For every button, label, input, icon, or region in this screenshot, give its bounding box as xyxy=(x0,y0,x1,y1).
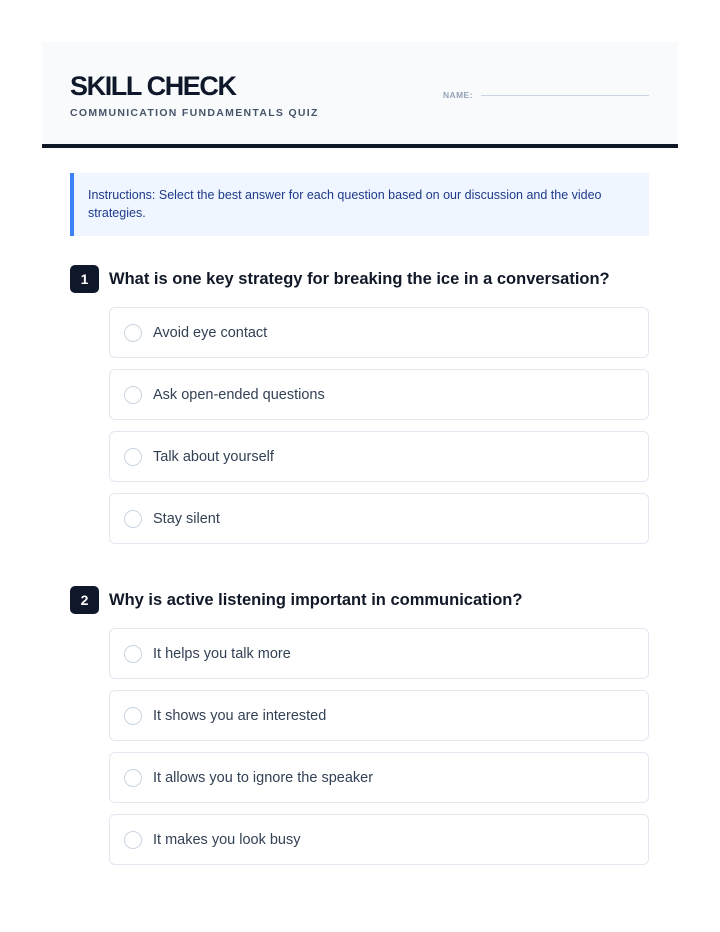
radio-button[interactable] xyxy=(124,510,142,528)
question-text: Why is active listening important in communication? xyxy=(109,590,523,609)
page-title: SKILL CHECK xyxy=(70,71,236,101)
answer-label: It helps you talk more xyxy=(153,645,291,662)
answer-option[interactable] xyxy=(109,752,649,803)
question-header xyxy=(70,586,649,614)
question-text: What is one key strategy for breaking the ice in a conversation? xyxy=(109,269,610,288)
answer-option[interactable] xyxy=(109,307,649,358)
radio-button[interactable] xyxy=(124,831,142,849)
radio-button[interactable] xyxy=(124,324,142,342)
question-1 xyxy=(70,265,649,555)
question-2 xyxy=(70,586,649,876)
name-label: NAME: xyxy=(443,90,473,100)
question-number-badge: 1 xyxy=(70,265,99,293)
page-subtitle: COMMUNICATION FUNDAMENTALS QUIZ xyxy=(70,107,319,119)
radio-button[interactable] xyxy=(124,645,142,663)
answer-label: Stay silent xyxy=(153,510,220,527)
answer-option[interactable] xyxy=(109,690,649,741)
name-field[interactable] xyxy=(443,90,649,100)
answer-label: Avoid eye contact xyxy=(153,324,268,341)
question-header xyxy=(70,265,649,293)
answer-label: It makes you look busy xyxy=(153,831,301,848)
answer-label: Ask open-ended questions xyxy=(153,386,325,403)
radio-button[interactable] xyxy=(124,769,142,787)
answer-label: It allows you to ignore the speaker xyxy=(153,769,374,786)
answer-label: It shows you are interested xyxy=(153,707,327,724)
quiz-header xyxy=(42,42,678,148)
question-number-badge: 2 xyxy=(70,586,99,614)
name-line[interactable] xyxy=(481,95,649,96)
radio-button[interactable] xyxy=(124,386,142,404)
answer-options xyxy=(109,628,649,865)
quiz-sheet xyxy=(42,42,678,148)
instructions-box: Instructions: Select the best answer for each question based on our discussion and the video strategies. xyxy=(70,173,649,236)
answer-label: Talk about yourself xyxy=(153,448,274,465)
answer-option[interactable] xyxy=(109,431,649,482)
answer-option[interactable] xyxy=(109,628,649,679)
radio-button[interactable] xyxy=(124,707,142,725)
answer-options xyxy=(109,307,649,544)
answer-option[interactable] xyxy=(109,369,649,420)
answer-option[interactable] xyxy=(109,814,649,865)
radio-button[interactable] xyxy=(124,448,142,466)
answer-option[interactable] xyxy=(109,493,649,544)
